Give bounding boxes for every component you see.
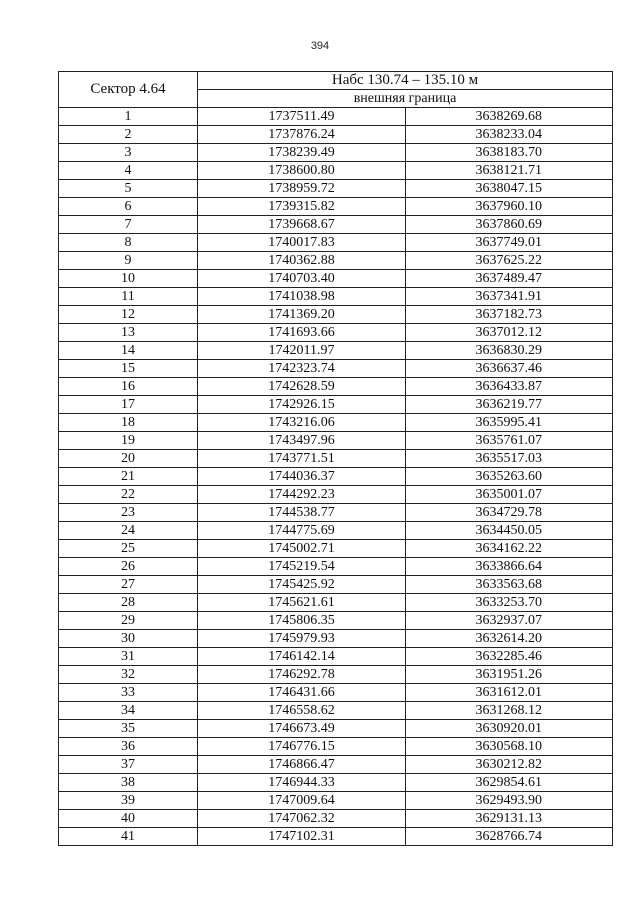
point-number-cell: 21: [59, 468, 198, 486]
table-row: [59, 702, 613, 720]
point-number-cell: 23: [59, 504, 198, 522]
x-coordinate-cell: 1742926.15: [198, 396, 406, 414]
table-row: [59, 522, 613, 540]
y-coordinate-cell: 3638121.71: [406, 162, 613, 180]
point-number-cell: 33: [59, 684, 198, 702]
y-coordinate-cell: 3635001.07: [406, 486, 613, 504]
table-row: [59, 738, 613, 756]
table-row: [59, 288, 613, 306]
y-coordinate-cell: 3633253.70: [406, 594, 613, 612]
table-row: [59, 648, 613, 666]
point-number-cell: 28: [59, 594, 198, 612]
x-coordinate-cell: 1745002.71: [198, 540, 406, 558]
point-number-cell: 1: [59, 108, 198, 126]
x-coordinate-cell: 1744538.77: [198, 504, 406, 522]
table-row: [59, 432, 613, 450]
y-coordinate-cell: 3637749.01: [406, 234, 613, 252]
y-coordinate-cell: 3638269.68: [406, 108, 613, 126]
x-coordinate-cell: 1746673.49: [198, 720, 406, 738]
table-row: [59, 162, 613, 180]
x-coordinate-cell: 1745425.92: [198, 576, 406, 594]
x-coordinate-cell: 1742628.59: [198, 378, 406, 396]
point-number-cell: 26: [59, 558, 198, 576]
x-coordinate-cell: 1740362.88: [198, 252, 406, 270]
boundary-type-label: внешняя граница: [198, 90, 613, 108]
y-coordinate-cell: 3635263.60: [406, 468, 613, 486]
point-number-cell: 35: [59, 720, 198, 738]
table-row: [59, 504, 613, 522]
y-coordinate-cell: 3638183.70: [406, 144, 613, 162]
point-number-cell: 37: [59, 756, 198, 774]
table-row: [59, 180, 613, 198]
y-coordinate-cell: 3630212.82: [406, 756, 613, 774]
y-coordinate-cell: 3633563.68: [406, 576, 613, 594]
point-number-cell: 36: [59, 738, 198, 756]
table-row: [59, 450, 613, 468]
y-coordinate-cell: 3634162.22: [406, 540, 613, 558]
point-number-cell: 41: [59, 828, 198, 846]
x-coordinate-cell: 1742011.97: [198, 342, 406, 360]
point-number-cell: 34: [59, 702, 198, 720]
point-number-cell: 14: [59, 342, 198, 360]
point-number-cell: 16: [59, 378, 198, 396]
x-coordinate-cell: 1746292.78: [198, 666, 406, 684]
sector-label: Сектор 4.64: [59, 72, 198, 108]
table-row: [59, 612, 613, 630]
x-coordinate-cell: 1744036.37: [198, 468, 406, 486]
y-coordinate-cell: 3637489.47: [406, 270, 613, 288]
table-row: [59, 252, 613, 270]
point-number-cell: 3: [59, 144, 198, 162]
table-row: [59, 810, 613, 828]
point-number-cell: 9: [59, 252, 198, 270]
y-coordinate-cell: 3637860.69: [406, 216, 613, 234]
table-row: [59, 594, 613, 612]
x-coordinate-cell: 1738959.72: [198, 180, 406, 198]
x-coordinate-cell: 1743771.51: [198, 450, 406, 468]
y-coordinate-cell: 3629493.90: [406, 792, 613, 810]
point-number-cell: 11: [59, 288, 198, 306]
x-coordinate-cell: 1745621.61: [198, 594, 406, 612]
point-number-cell: 20: [59, 450, 198, 468]
table-row: [59, 360, 613, 378]
y-coordinate-cell: 3637960.10: [406, 198, 613, 216]
table-row: [59, 198, 613, 216]
y-coordinate-cell: 3636830.29: [406, 342, 613, 360]
table-row: [59, 414, 613, 432]
table-row: [59, 216, 613, 234]
x-coordinate-cell: 1747102.31: [198, 828, 406, 846]
table-row: [59, 396, 613, 414]
x-coordinate-cell: 1745219.54: [198, 558, 406, 576]
table-row: [59, 126, 613, 144]
point-number-cell: 25: [59, 540, 198, 558]
y-coordinate-cell: 3635995.41: [406, 414, 613, 432]
y-coordinate-cell: 3636433.87: [406, 378, 613, 396]
point-number-cell: 39: [59, 792, 198, 810]
x-coordinate-cell: 1746431.66: [198, 684, 406, 702]
point-number-cell: 15: [59, 360, 198, 378]
table-row: [59, 774, 613, 792]
y-coordinate-cell: 3634450.05: [406, 522, 613, 540]
point-number-cell: 19: [59, 432, 198, 450]
y-coordinate-cell: 3637012.12: [406, 324, 613, 342]
y-coordinate-cell: 3638233.04: [406, 126, 613, 144]
x-coordinate-cell: 1739668.67: [198, 216, 406, 234]
x-coordinate-cell: 1743216.06: [198, 414, 406, 432]
y-coordinate-cell: 3631951.26: [406, 666, 613, 684]
point-number-cell: 5: [59, 180, 198, 198]
x-coordinate-cell: 1744292.23: [198, 486, 406, 504]
table-row: [59, 540, 613, 558]
point-number-cell: 27: [59, 576, 198, 594]
table-row: [59, 720, 613, 738]
x-coordinate-cell: 1741693.66: [198, 324, 406, 342]
y-coordinate-cell: 3632285.46: [406, 648, 613, 666]
y-coordinate-cell: 3629131.13: [406, 810, 613, 828]
y-coordinate-cell: 3637182.73: [406, 306, 613, 324]
table-row: [59, 342, 613, 360]
y-coordinate-cell: 3631612.01: [406, 684, 613, 702]
y-coordinate-cell: 3631268.12: [406, 702, 613, 720]
point-number-cell: 18: [59, 414, 198, 432]
y-coordinate-cell: 3632614.20: [406, 630, 613, 648]
x-coordinate-cell: 1746776.15: [198, 738, 406, 756]
x-coordinate-cell: 1746558.62: [198, 702, 406, 720]
table-row: [59, 378, 613, 396]
point-number-cell: 30: [59, 630, 198, 648]
table-row: [59, 306, 613, 324]
table-row: [59, 576, 613, 594]
point-number-cell: 8: [59, 234, 198, 252]
x-coordinate-cell: 1742323.74: [198, 360, 406, 378]
x-coordinate-cell: 1738239.49: [198, 144, 406, 162]
table-row: [59, 684, 613, 702]
table-row: [59, 234, 613, 252]
x-coordinate-cell: 1739315.82: [198, 198, 406, 216]
y-coordinate-cell: 3630920.01: [406, 720, 613, 738]
table-row: [59, 792, 613, 810]
point-number-cell: 4: [59, 162, 198, 180]
point-number-cell: 32: [59, 666, 198, 684]
point-number-cell: 29: [59, 612, 198, 630]
point-number-cell: 10: [59, 270, 198, 288]
x-coordinate-cell: 1737511.49: [198, 108, 406, 126]
y-coordinate-cell: 3630568.10: [406, 738, 613, 756]
table-row: [59, 324, 613, 342]
table-row: [59, 270, 613, 288]
coordinates-table-body: [59, 108, 613, 846]
coordinates-table: [58, 71, 613, 846]
table-row: [59, 144, 613, 162]
page-number: 394: [310, 40, 330, 52]
y-coordinate-cell: 3629854.61: [406, 774, 613, 792]
table-row: [59, 666, 613, 684]
point-number-cell: 22: [59, 486, 198, 504]
point-number-cell: 12: [59, 306, 198, 324]
x-coordinate-cell: 1747062.32: [198, 810, 406, 828]
x-coordinate-cell: 1746866.47: [198, 756, 406, 774]
point-number-cell: 38: [59, 774, 198, 792]
y-coordinate-cell: 3634729.78: [406, 504, 613, 522]
y-coordinate-cell: 3635517.03: [406, 450, 613, 468]
x-coordinate-cell: 1737876.24: [198, 126, 406, 144]
point-number-cell: 17: [59, 396, 198, 414]
y-coordinate-cell: 3636219.77: [406, 396, 613, 414]
point-number-cell: 2: [59, 126, 198, 144]
point-number-cell: 24: [59, 522, 198, 540]
x-coordinate-cell: 1747009.64: [198, 792, 406, 810]
table-header: [59, 72, 613, 108]
table-row: [59, 828, 613, 846]
table-row: [59, 486, 613, 504]
x-coordinate-cell: 1741038.98: [198, 288, 406, 306]
table-row: [59, 630, 613, 648]
x-coordinate-cell: 1743497.96: [198, 432, 406, 450]
table-row: [59, 468, 613, 486]
table-row: [59, 756, 613, 774]
x-coordinate-cell: 1746142.14: [198, 648, 406, 666]
y-coordinate-cell: 3633866.64: [406, 558, 613, 576]
y-coordinate-cell: 3635761.07: [406, 432, 613, 450]
x-coordinate-cell: 1741369.20: [198, 306, 406, 324]
x-coordinate-cell: 1746944.33: [198, 774, 406, 792]
x-coordinate-cell: 1740703.40: [198, 270, 406, 288]
y-coordinate-cell: 3632937.07: [406, 612, 613, 630]
x-coordinate-cell: 1745979.93: [198, 630, 406, 648]
y-coordinate-cell: 3636637.46: [406, 360, 613, 378]
x-coordinate-cell: 1744775.69: [198, 522, 406, 540]
point-number-cell: 40: [59, 810, 198, 828]
x-coordinate-cell: 1745806.35: [198, 612, 406, 630]
y-coordinate-cell: 3628766.74: [406, 828, 613, 846]
point-number-cell: 31: [59, 648, 198, 666]
point-number-cell: 13: [59, 324, 198, 342]
table-row: [59, 558, 613, 576]
elevation-range-title: Набс 130.74 – 135.10 м: [198, 72, 613, 90]
y-coordinate-cell: 3638047.15: [406, 180, 613, 198]
point-number-cell: 6: [59, 198, 198, 216]
x-coordinate-cell: 1740017.83: [198, 234, 406, 252]
y-coordinate-cell: 3637625.22: [406, 252, 613, 270]
point-number-cell: 7: [59, 216, 198, 234]
x-coordinate-cell: 1738600.80: [198, 162, 406, 180]
y-coordinate-cell: 3637341.91: [406, 288, 613, 306]
table-row: [59, 108, 613, 126]
